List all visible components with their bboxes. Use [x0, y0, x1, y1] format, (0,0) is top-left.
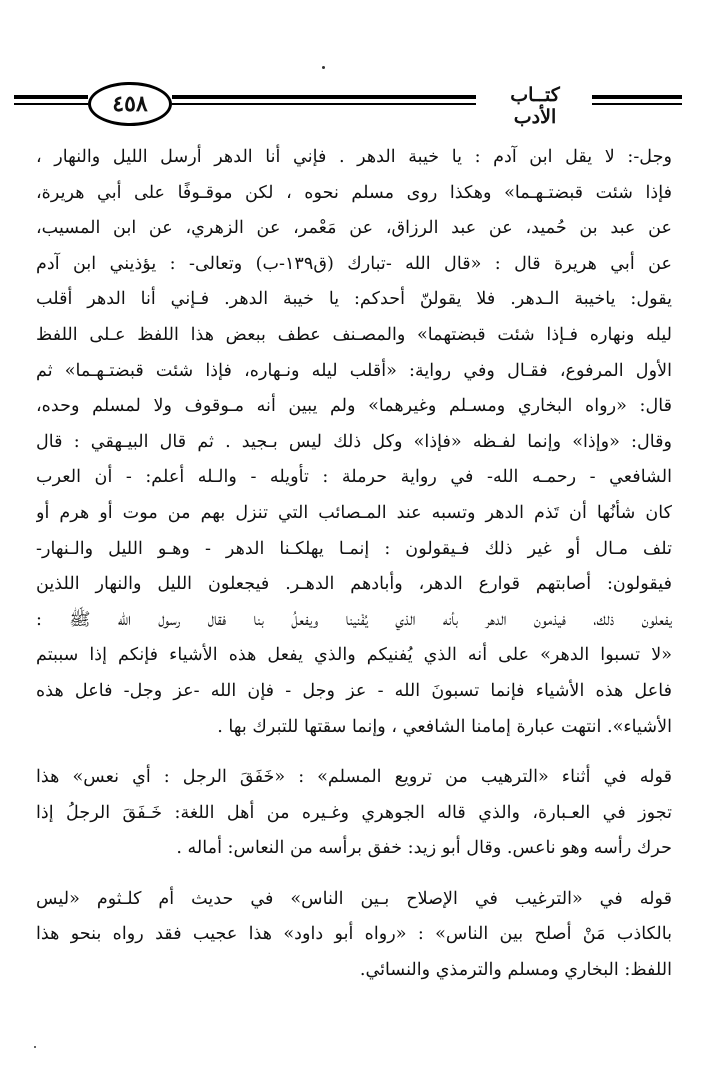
text-line: اللفظ: البخاري ومسلم والترمذي والنسائي. — [359, 960, 672, 981]
text-line: يقول: ياخيبة الـدهر. فلا يقولنّ أحدكم: يا خيبة الدهر. فـإني أنا الدهر أقلب — [36, 289, 672, 310]
text-line: الشافعي - رحمـه الله- في رواية حرملة : تأويله - والـله أعلم: - أن العرب — [36, 467, 672, 488]
text-line: «لا تسبوا الدهر» على أنه الذي يُفنيكم والذي يفعل هذه الأشياء فإنكم إذا سببتم — [36, 645, 672, 666]
text-line: كان شأنُها أن تَذم الدهر وتسبه عند المـصائب التي تنزل بهم من موت أو هرم أو — [36, 502, 672, 523]
text-line: فيقولون: أصابتهم قوارع الدهر، وأبادهم الدهـر. فيجعلون الليل والنهار اللذين — [36, 574, 672, 595]
header-rule-left-top — [14, 95, 88, 99]
paragraph — [36, 140, 672, 745]
paragraph-gap — [36, 745, 672, 760]
running-title: كتــاب الأدب — [510, 84, 560, 128]
text-line: يفعلون ذلك، فيذمون الدهر بأنه الذي يُفْنينا ويفعلُ بنا فقال رسول الله ﷺ : — [36, 609, 672, 630]
text-line: فإذا شئت قبضتـهـما» وهكذا روى مسلم نحوه ، لكن موقـوفًا على أبي هريرة، — [36, 182, 672, 203]
header-rule-middle-bottom — [172, 103, 476, 105]
text-line: قوله في أثناء «الترهيب من ترويع المسلم» : «خَفَقَ الرجل : أي نعس» هذا — [36, 767, 672, 788]
header-rule-middle-top — [172, 95, 476, 99]
text-line: عن عبد بن حُميد، عن عبد الرزاق، عن مَعْمر، عن الزهري، عن ابن المسيب، — [36, 218, 672, 239]
text-line: الأشياء». انتهت عبارة إمامنا الشافعي ، وإنما سقتها للتبرك بها . — [217, 716, 672, 737]
text-line: تجوز في العـبارة، والذي قاله الجوهري وغـيره من أهل اللغة: خَـفَقَ الرجلُ إذا — [36, 802, 672, 823]
text-line: قوله في «الترغيب في الإصلاح بـين الناس» في حديث أم كلـثوم «ليس — [36, 888, 672, 909]
text-line: الأول المرفوع، فقـال وفي رواية: «أقلب ليله ونـهاره، فإذا شئت قبضتـهـما» ثم — [36, 360, 672, 381]
text-line: تلف مـال أو غير ذلك فـيقولون : إنمـا يهلكـنا الدهر - وهـو الليل والـنهار- — [36, 538, 672, 559]
text-line: قال: «رواه البخاري ومسـلم وغيرهما» ولم يبين أنه مـوقوف ولا لمسلم وحده، — [36, 396, 672, 417]
text-line: حرك رأسه وهو ناعس. وقال أبو زيد: خفق برأسه من النعاس: أماله . — [176, 838, 672, 859]
header-rule-right-top — [592, 95, 682, 99]
text-line: عن أبي هريرة قال : «قال الله -تبارك (ق١٣٩-ب) وتعالى- : يؤذيني ابن آدم — [36, 253, 672, 274]
text-line: ليله ونهاره فـإذا شئت قبضتهما» والمصـنف عطف ببعض هذا اللفظ عـلى اللفظ — [36, 324, 672, 345]
page-number: ٤٥٨ — [88, 82, 172, 126]
paragraph — [36, 882, 672, 989]
speck — [322, 66, 325, 69]
text-line: بالكاذب مَنْ أصلح بين الناس» : «رواه أبو داود» هذا عجيب فقد رواه بنحو هذا — [36, 924, 672, 945]
speck — [34, 1046, 36, 1048]
text-line: وجل-: لا يقل ابن آدم : يا خيبة الدهر . فإني أنا الدهر أرسل الليل والنهار ، — [36, 147, 672, 167]
text-line: وقال: «وإذا» وإنما لفـظه «فإذا» وكل ذلك ليس بـجيد . ثم قال البيـهقي : قال — [36, 431, 672, 452]
text-line: فاعل هذه الأشياء فإنما تسبونَ الله - عز وجل - فإن الله -عز وجل- فاعل هذه — [36, 680, 672, 701]
page-body — [36, 140, 672, 989]
header-rule-left-bottom — [14, 103, 88, 105]
paragraph-gap — [36, 867, 672, 882]
paragraph — [36, 760, 672, 867]
header-rule-right-bottom — [592, 103, 682, 105]
